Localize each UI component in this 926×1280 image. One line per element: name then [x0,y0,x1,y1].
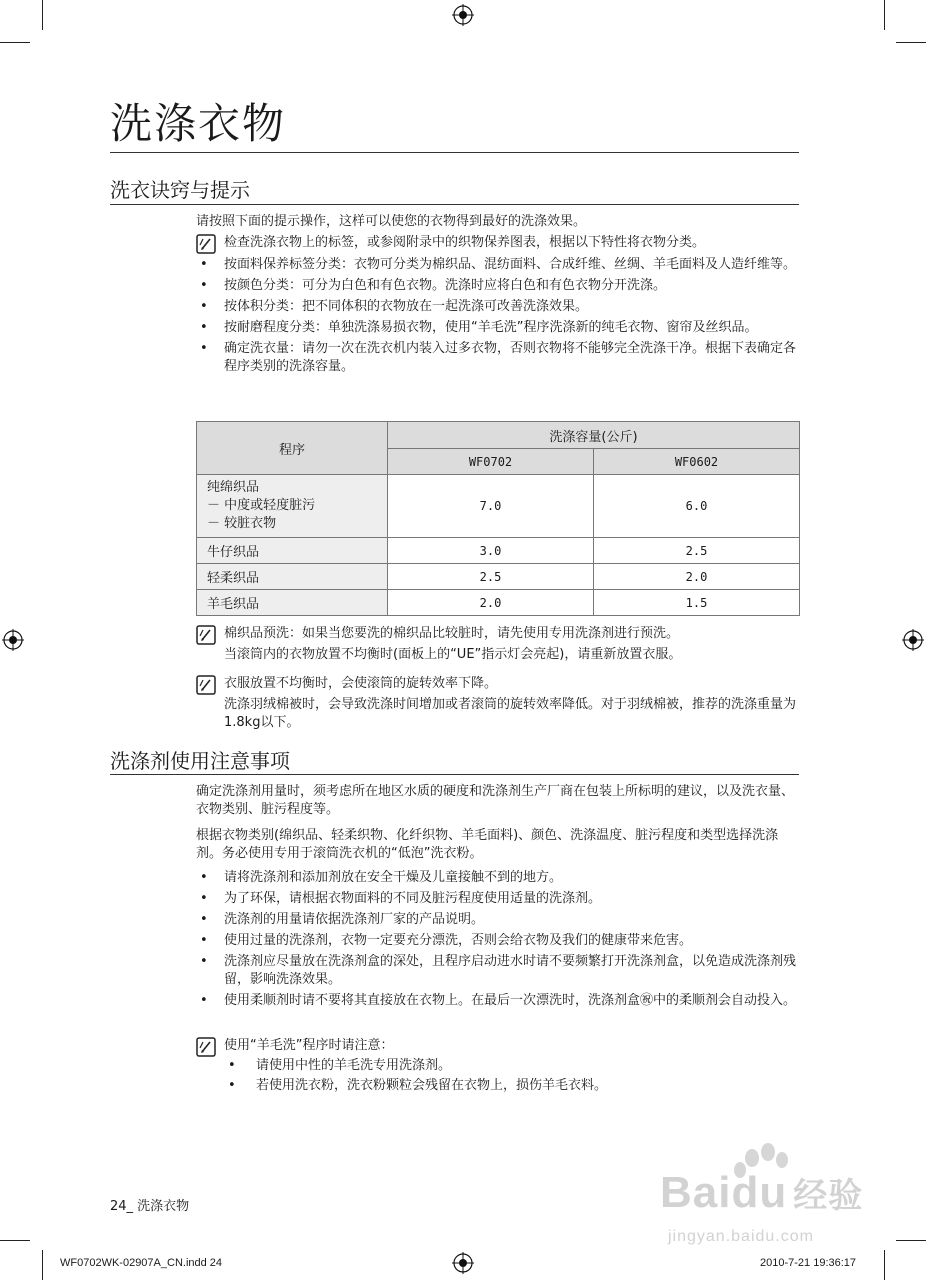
section-rule [110,204,799,205]
note-text: 使用“羊毛洗”程序时请注意： [224,1038,394,1053]
table-header-program: 程序 [197,422,388,475]
page-title: 洗涤衣物 [110,99,287,148]
list-item: • 按颜色分类：可分为白色和有色衣物。洗涤时应将白色和有色衣物分开洗涤。 [196,277,800,295]
note-text: 当滚筒内的衣物放置不均衡时(面板上的“UE”指示灯会亮起)，请重新放置衣服。 [224,647,682,662]
table-cell: 6.0 [594,475,800,538]
watermark-cn: 经验 [793,1177,864,1215]
crop-mark [42,0,43,30]
watermark-brand-2: du [731,1168,788,1217]
row-sublabel: － 较脏衣物 [207,516,277,531]
intro-text: 请按照下面的提示操作，这样可以使您的衣物得到最好的洗涤效果。 [196,214,587,229]
list-item: • 按面料保养标签分类：衣物可分类为棉织品、混纺面料、合成纤维、丝绸、羊毛面料及人造纤维等。 [196,256,800,274]
section-rule [110,774,799,775]
row-label: 牛仔织品 [197,538,388,564]
list-item: • 若使用洗衣粉，洗衣粉颗粒会残留在衣物上，损伤羊毛衣料。 [196,1077,800,1095]
row-label: 羊毛织品 [197,590,388,616]
table-cell: 3.0 [388,538,594,564]
table-cell: 2.5 [388,564,594,590]
crop-mark [896,42,926,43]
table-cell: 7.0 [388,475,594,538]
table-header-capacity: 洗涤容量(公斤) [388,422,800,449]
note-text: 洗涤羽绒棉被时，会导致洗涤时间增加或者滚筒的旋转效率降低。对于羽绒棉被，推荐的洗涤重量为1.8kg以下。 [224,697,797,730]
note-text: 棉织品预洗：如果当您要洗的棉织品比较脏时，请先使用专用洗涤剂进行预洗。 [224,626,680,641]
crop-mark [0,1240,30,1241]
note-pencil-icon [196,675,216,695]
title-rule [110,152,799,153]
paragraph: 根据衣物类别(绵织品、轻柔织物、化纤织物、羊毛面料)、颜色、洗涤温度、脏污程度和类型选择洗涤剂。务必使用专用于滚筒洗衣机的“低泡”洗衣粉。 [196,828,779,861]
table-cell: 1.5 [594,590,800,616]
row-label: 轻柔织品 [197,564,388,590]
section-heading-detergent: 洗涤剂使用注意事项 [110,749,290,773]
crop-mark [896,1240,926,1241]
list-item: • 按耐磨程度分类：单独洗涤易损衣物，使用“羊毛洗”程序洗涤新的纯毛衣物、窗帘及丝织品。 [196,319,800,337]
table-cell: 2.0 [388,590,594,616]
note-text: 检查洗涤衣物上的标签，或参阅附录中的织物保养图表，根据以下特性将衣物分类。 [224,235,706,250]
table-cell: 2.5 [594,538,800,564]
table-row [197,475,800,538]
table-row [197,538,800,564]
table-cell: 2.0 [594,564,800,590]
section-tips-body [196,213,800,379]
section-heading-tips: 洗衣诀窍与提示 [110,178,250,202]
registration-mark-icon [452,4,474,26]
list-item: • 确定洗衣量：请勿一次在洗衣机内装入过多衣物，否则衣物将不能够完全洗涤干净。根据下表确定各程序类别的洗涤容量。 [196,340,800,376]
list-item: • 为了环保，请根据衣物面料的不同及脏污程度使用适量的洗涤剂。 [196,890,800,908]
row-sublabel: － 中度或轻度脏污 [207,498,316,513]
table-header-model-a: WF0702 [388,449,594,475]
crop-mark [884,0,885,30]
page-footer: 24_ 洗涤衣物 [110,1199,190,1214]
slug-timestamp: 2010-7-21 19:36:17 [760,1257,857,1269]
registration-mark-icon [452,1252,474,1274]
registration-mark-icon [902,629,924,651]
list-item: • 洗涤剂应尽量放在洗涤剂盒的深处，且程序启动进水时请不要频繁打开洗涤剂盒，以免造成洗涤剂残留，影响洗涤效果。 [196,953,800,989]
crop-mark [0,42,30,43]
table-row [197,564,800,590]
section-detergent-body [196,783,800,1013]
note-pencil-icon [196,625,216,645]
registration-mark-icon [2,629,24,651]
paragraph: 确定洗涤剂用量时，须考虑所在地区水质的硬度和洗涤剂生产厂商在包装上所标明的建议，以及洗衣量、衣物类别、脏污程度等。 [196,784,795,817]
note-block [196,625,800,664]
watermark-url: jingyan.baidu.com [668,1228,814,1245]
list-item: • 使用柔顺剂时请不要将其直接放在衣物上。在最后一次漂洗时，洗涤剂盒㊗中的柔顺剂会自动投入。 [196,992,800,1010]
note-block [196,234,800,252]
list-item: • 请使用中性的羊毛洗专用洗涤剂。 [196,1057,800,1075]
note-block [196,1037,800,1097]
slug-filename: WF0702WK-02907A_CN.indd 24 [60,1257,223,1269]
note-block [196,675,800,732]
note-pencil-icon [196,1037,216,1057]
table-row [197,590,800,616]
note-pencil-icon [196,234,216,254]
table-header-model-b: WF0602 [594,449,800,475]
list-item: • 洗涤剂的用量请依据洗涤剂厂家的产品说明。 [196,911,800,929]
baidu-watermark [660,1140,890,1260]
note-text: 衣服放置不均衡时，会使滚筒的旋转效率下降。 [224,676,498,691]
crop-mark [42,1250,43,1280]
list-item: • 使用过量的洗涤剂，衣物一定要充分漂洗，否则会给衣物及我们的健康带来危害。 [196,932,800,950]
list-item: • 按体积分类：把不同体积的衣物放在一起洗涤可改善洗涤效果。 [196,298,800,316]
row-label: 纯绵织品 [207,480,260,495]
list-item: • 请将洗涤剂和添加剂放在安全干燥及儿童接触不到的地方。 [196,869,800,887]
capacity-table [196,421,800,616]
watermark-brand: Bai [660,1168,732,1217]
